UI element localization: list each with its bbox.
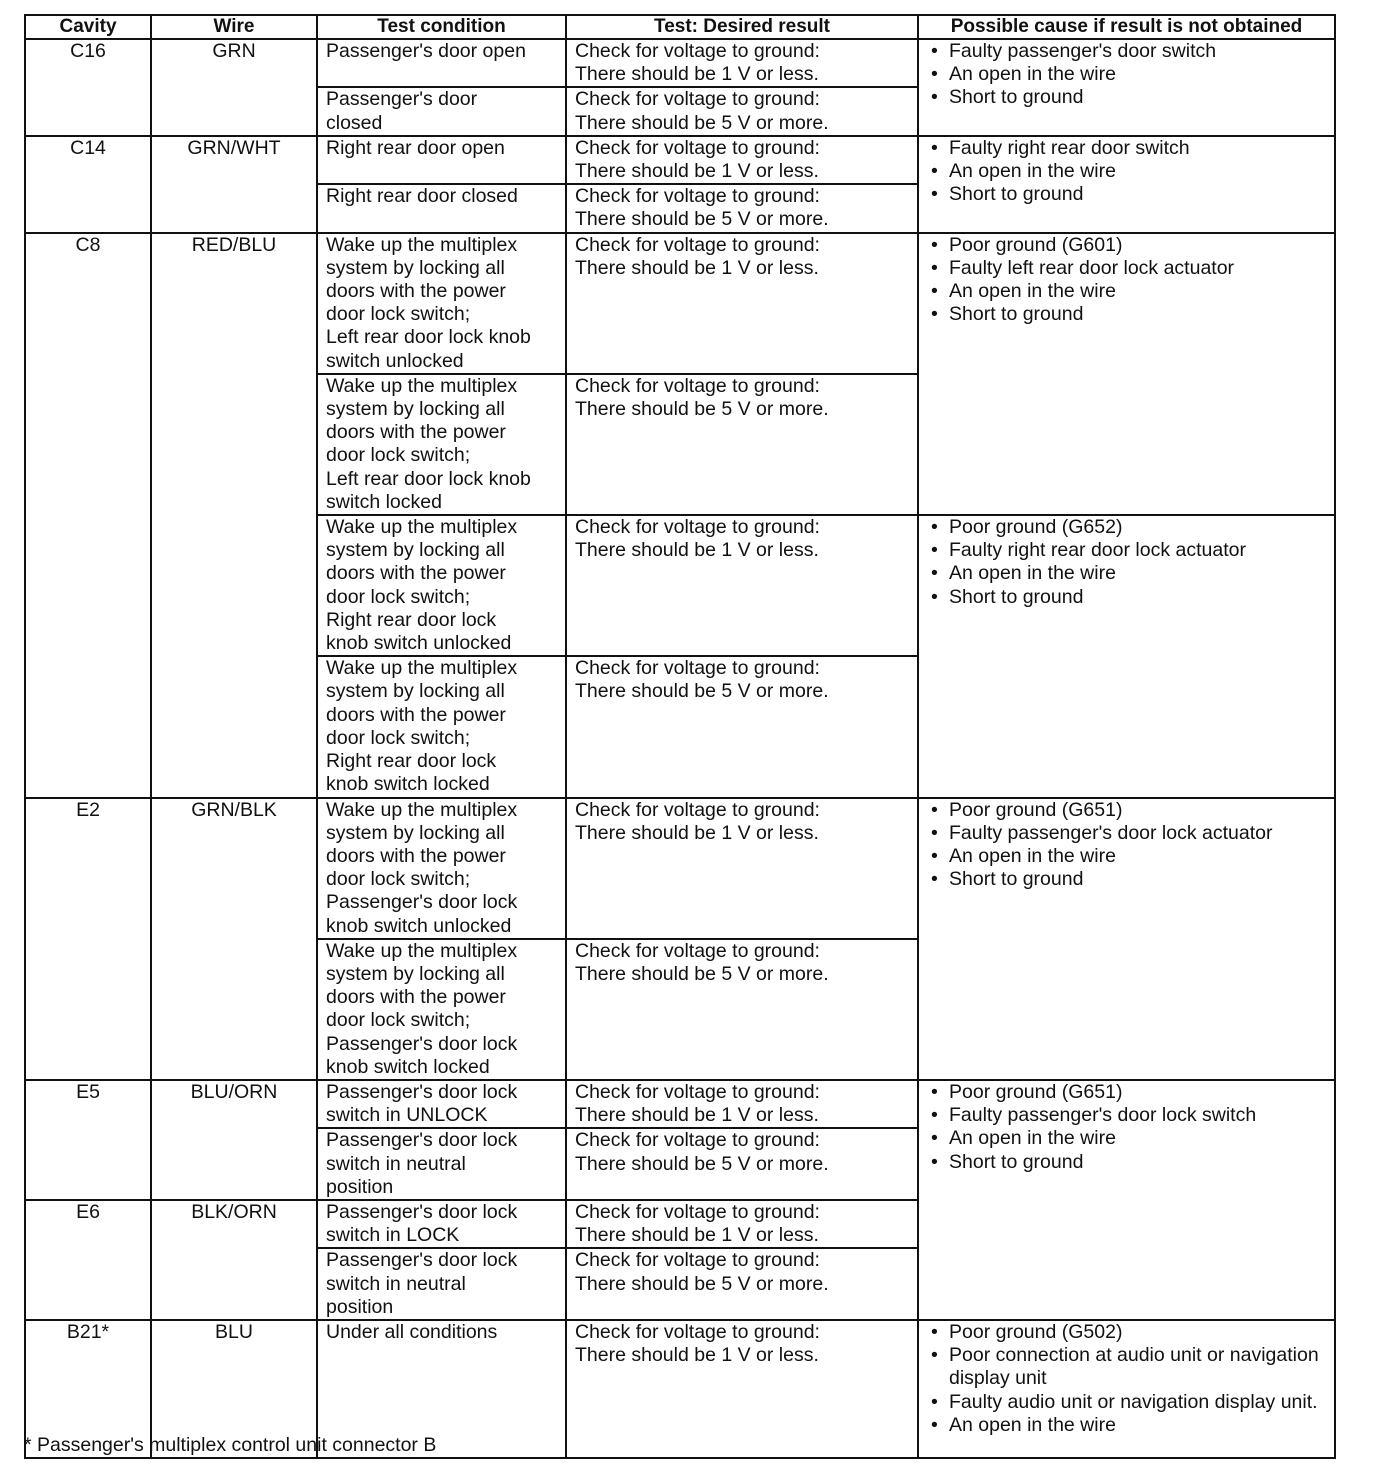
- wire-cell: BLU/ORN: [151, 1080, 317, 1200]
- result-cell: Check for voltage to ground: There should be 5 V or more.: [566, 374, 918, 515]
- table-row: [25, 233, 1335, 374]
- header-result: Test: Desired result: [566, 15, 918, 39]
- cavity-cell: E5: [25, 1080, 151, 1200]
- wire-cell: BLU: [151, 1320, 317, 1458]
- cavity-cell: C8: [25, 233, 151, 798]
- list-item: • Short to ground: [927, 1151, 1326, 1174]
- result-cell: Check for voltage to ground: There should be 5 V or more.: [566, 184, 918, 232]
- header-cause: Possible cause if result is not obtained: [918, 15, 1335, 39]
- condition-cell: Passenger's door lock switch in LOCK: [317, 1200, 566, 1248]
- wire-cell: GRN/BLK: [151, 798, 317, 1080]
- list-item: • An open in the wire: [927, 1414, 1326, 1437]
- list-item: • Short to ground: [927, 86, 1326, 109]
- list-item: • Poor ground (G601): [927, 234, 1326, 257]
- condition-cell: Wake up the multiplex system by locking all doors with the power door lock switch; Right rear door lock knob switch locked: [317, 656, 566, 797]
- result-cell: Check for voltage to ground: There should be 1 V or less.: [566, 39, 918, 87]
- result-cell: Check for voltage to ground: There should be 5 V or more.: [566, 87, 918, 135]
- result-cell: Check for voltage to ground: There should be 1 V or less.: [566, 1200, 918, 1248]
- list-item: • An open in the wire: [927, 1127, 1326, 1150]
- result-cell: Check for voltage to ground: There should be 1 V or less.: [566, 136, 918, 184]
- list-item: • Short to ground: [927, 868, 1326, 891]
- header-row: [25, 15, 1335, 39]
- terminal-test-table: [24, 14, 1336, 1459]
- cause-cell: [918, 1320, 1335, 1458]
- table-row: [25, 1080, 1335, 1128]
- cause-list: [927, 1081, 1326, 1174]
- list-item: • Faulty passenger's door lock switch: [927, 1104, 1326, 1127]
- list-item: • Poor connection at audio unit or navigation display unit: [927, 1344, 1326, 1390]
- list-item: • An open in the wire: [927, 160, 1326, 183]
- cause-list: [927, 1321, 1326, 1437]
- condition-cell: Wake up the multiplex system by locking all doors with the power door lock switch; Left rear door lock knob switch locked: [317, 374, 566, 515]
- result-cell: Check for voltage to ground: There should be 1 V or less.: [566, 233, 918, 374]
- cause-list: [927, 234, 1326, 327]
- cause-cell: [918, 136, 1335, 233]
- list-item: • An open in the wire: [927, 280, 1326, 303]
- condition-cell: Wake up the multiplex system by locking all doors with the power door lock switch; Right rear door lock knob switch unlocked: [317, 515, 566, 656]
- cause-cell: [918, 1080, 1335, 1320]
- table-row: [25, 136, 1335, 184]
- list-item: • Short to ground: [927, 303, 1326, 326]
- cause-cell: [918, 39, 1335, 136]
- result-cell: Check for voltage to ground: There should be 1 V or less.: [566, 1320, 918, 1458]
- condition-cell: Wake up the multiplex system by locking all doors with the power door lock switch; Passenger's door lock knob switch unlocked: [317, 798, 566, 939]
- cause-cell: [918, 233, 1335, 515]
- wire-cell: BLK/ORN: [151, 1200, 317, 1320]
- result-cell: Check for voltage to ground: There should be 5 V or more.: [566, 1248, 918, 1320]
- list-item: • An open in the wire: [927, 845, 1326, 868]
- condition-cell: Wake up the multiplex system by locking all doors with the power door lock switch; Passenger's door lock knob switch locked: [317, 939, 566, 1080]
- result-cell: Check for voltage to ground: There should be 5 V or more.: [566, 939, 918, 1080]
- cause-cell: [918, 798, 1335, 1080]
- cause-list: [927, 799, 1326, 892]
- list-item: • Faulty left rear door lock actuator: [927, 257, 1326, 280]
- list-item: • Short to ground: [927, 183, 1326, 206]
- list-item: • Poor ground (G651): [927, 1081, 1326, 1104]
- wire-cell: GRN/WHT: [151, 136, 317, 233]
- list-item: • An open in the wire: [927, 63, 1326, 86]
- wire-cell: RED/BLU: [151, 233, 317, 798]
- condition-cell: Passenger's door lock switch in UNLOCK: [317, 1080, 566, 1128]
- condition-cell: Passenger's door lock switch in neutral position: [317, 1128, 566, 1200]
- cavity-cell: C14: [25, 136, 151, 233]
- cause-list: [927, 40, 1326, 110]
- result-cell: Check for voltage to ground: There should be 5 V or more.: [566, 1128, 918, 1200]
- cavity-cell: B21*: [25, 1320, 151, 1458]
- condition-cell: Wake up the multiplex system by locking all doors with the power door lock switch; Left rear door lock knob switch unlocked: [317, 233, 566, 374]
- cause-cell: [918, 515, 1335, 797]
- cavity-cell: C16: [25, 39, 151, 136]
- list-item: • Poor ground (G502): [927, 1321, 1326, 1344]
- list-item: • Faulty audio unit or navigation display unit.: [927, 1391, 1326, 1414]
- header-cavity: Cavity: [25, 15, 151, 39]
- result-cell: Check for voltage to ground: There should be 1 V or less.: [566, 1080, 918, 1128]
- cavity-cell: E6: [25, 1200, 151, 1320]
- condition-cell: Under all conditions: [317, 1320, 566, 1458]
- result-cell: Check for voltage to ground: There should be 5 V or more.: [566, 656, 918, 797]
- list-item: • Poor ground (G651): [927, 799, 1326, 822]
- condition-cell: Passenger's door closed: [317, 87, 566, 135]
- list-item: • Faulty right rear door switch: [927, 137, 1326, 160]
- wire-cell: GRN: [151, 39, 317, 136]
- table-row: [25, 798, 1335, 939]
- header-wire: Wire: [151, 15, 317, 39]
- list-item: • An open in the wire: [927, 562, 1326, 585]
- cavity-cell: E2: [25, 798, 151, 1080]
- condition-cell: Right rear door open: [317, 136, 566, 184]
- condition-cell: Passenger's door open: [317, 39, 566, 87]
- header-condition: Test condition: [317, 15, 566, 39]
- result-cell: Check for voltage to ground: There should be 1 V or less.: [566, 515, 918, 656]
- list-item: • Faulty passenger's door switch: [927, 40, 1326, 63]
- list-item: • Poor ground (G652): [927, 516, 1326, 539]
- cause-list: [927, 137, 1326, 207]
- list-item: • Faulty right rear door lock actuator: [927, 539, 1326, 562]
- list-item: • Faulty passenger's door lock actuator: [927, 822, 1326, 845]
- condition-cell: Right rear door closed: [317, 184, 566, 232]
- list-item: • Short to ground: [927, 586, 1326, 609]
- table-row: [25, 39, 1335, 87]
- result-cell: Check for voltage to ground: There should be 1 V or less.: [566, 798, 918, 939]
- condition-cell: Passenger's door lock switch in neutral position: [317, 1248, 566, 1320]
- footnote: * Passenger's multiplex control unit connector B: [24, 1434, 437, 1456]
- cause-list: [927, 516, 1326, 609]
